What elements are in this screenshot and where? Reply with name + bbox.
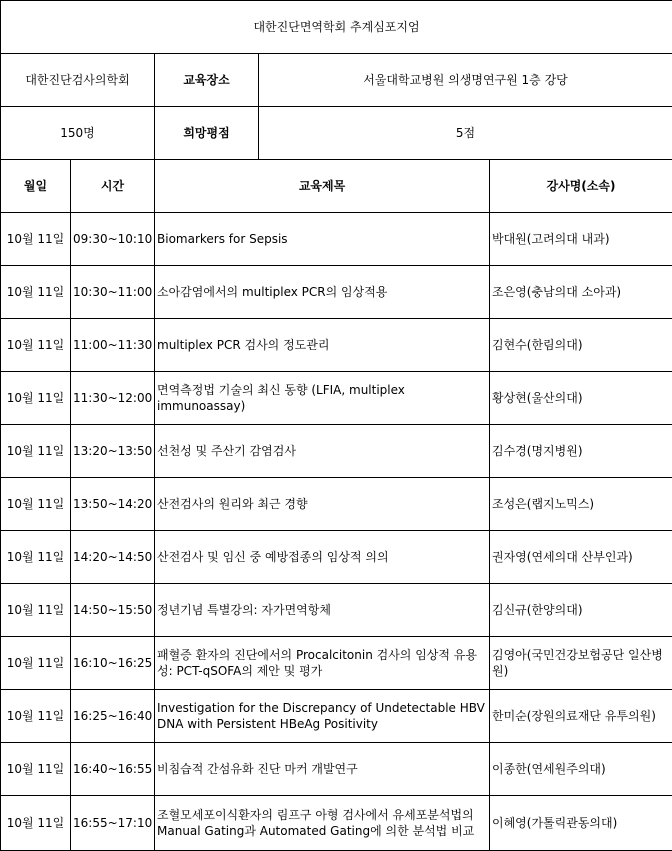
time-cell: 16:40~16:55 [71, 743, 155, 796]
time-cell: 13:20~13:50 [71, 425, 155, 478]
speaker-cell: 박대원(고려의대 내과) [490, 213, 672, 266]
header-speaker: 강사명(소속) [490, 160, 672, 213]
table-row [1, 637, 672, 690]
table-row [1, 743, 672, 796]
date-cell: 10월 11일 [1, 796, 71, 851]
time-cell: 10:30~11:00 [71, 266, 155, 319]
time-cell: 16:25~16:40 [71, 690, 155, 743]
page-title: 대한진단면역학회 추계심포지엄 [1, 1, 672, 54]
date-cell: 10월 11일 [1, 478, 71, 531]
table-row [1, 372, 672, 425]
speaker-cell: 김현수(한림의대) [490, 319, 672, 372]
subject-cell: 소아감염에서의 multiplex PCR의 임상적용 [155, 266, 490, 319]
speaker-cell: 김신규(한양의대) [490, 584, 672, 637]
date-cell: 10월 11일 [1, 372, 71, 425]
speaker-cell: 이혜영(가톨릭관동의대) [490, 796, 672, 851]
header-time: 시간 [71, 160, 155, 213]
speaker-cell: 황상현(울산의대) [490, 372, 672, 425]
date-cell: 10월 11일 [1, 637, 71, 690]
title-row [1, 1, 672, 54]
time-cell: 11:00~11:30 [71, 319, 155, 372]
subject-cell: 면역측정법 기술의 최신 동향 (LFIA, multiplex immunoassay) [155, 372, 490, 425]
time-cell: 16:10~16:25 [71, 637, 155, 690]
speaker-cell: 김수경(명지병원) [490, 425, 672, 478]
time-cell: 09:30~10:10 [71, 213, 155, 266]
subject-cell: 패혈증 환자의 진단에서의 Procalcitonin 검사의 임상적 유용성: PCT-qSOFA의 제안 및 평가 [155, 637, 490, 690]
organizer-cell: 대한진단검사의학회 [1, 54, 155, 107]
header-date: 월일 [1, 160, 71, 213]
subject-cell: 정년기념 특별강의: 자가면역항체 [155, 584, 490, 637]
capacity-cell: 150명 [1, 107, 155, 160]
subject-cell: Biomarkers for Sepsis [155, 213, 490, 266]
table-row [1, 266, 672, 319]
speaker-cell: 조은영(충남의대 소아과) [490, 266, 672, 319]
date-cell: 10월 11일 [1, 531, 71, 584]
location-value: 서울대학교병원 의생명연구원 1층 강당 [259, 54, 672, 107]
speaker-cell: 이종한(연세원주의대) [490, 743, 672, 796]
header-subject: 교육제목 [155, 160, 490, 213]
date-cell: 10월 11일 [1, 266, 71, 319]
credit-label: 희망평점 [155, 107, 259, 160]
subject-cell: 산전검사의 원리와 최근 경향 [155, 478, 490, 531]
date-cell: 10월 11일 [1, 319, 71, 372]
table-row [1, 690, 672, 743]
location-row [1, 54, 672, 107]
date-cell: 10월 11일 [1, 690, 71, 743]
speaker-cell: 한미순(장원의료재단 유투의원) [490, 690, 672, 743]
credit-value: 5점 [259, 107, 672, 160]
table-row [1, 796, 672, 851]
subject-cell: Investigation for the Discrepancy of Undetectable HBV DNA with Persistent HBeAg Positivity [155, 690, 490, 743]
subject-cell: 선천성 및 주산기 감염검사 [155, 425, 490, 478]
date-cell: 10월 11일 [1, 213, 71, 266]
header-row [1, 160, 672, 213]
speaker-cell: 권자영(연세의대 산부인과) [490, 531, 672, 584]
subject-cell: multiplex PCR 검사의 정도관리 [155, 319, 490, 372]
speaker-cell: 김영아(국민건강보험공단 일산병원) [490, 637, 672, 690]
date-cell: 10월 11일 [1, 425, 71, 478]
subject-cell: 산전검사 및 임신 중 예방접종의 임상적 의의 [155, 531, 490, 584]
table-row [1, 478, 672, 531]
time-cell: 14:50~15:50 [71, 584, 155, 637]
time-cell: 11:30~12:00 [71, 372, 155, 425]
speaker-cell: 조성은(랩지노믹스) [490, 478, 672, 531]
table-row [1, 425, 672, 478]
date-cell: 10월 11일 [1, 584, 71, 637]
location-label: 교육장소 [155, 54, 259, 107]
credit-row [1, 107, 672, 160]
table-row [1, 584, 672, 637]
time-cell: 16:55~17:10 [71, 796, 155, 851]
subject-cell: 조혈모세포이식환자의 림프구 아형 검사에서 유세포분석법의 Manual Gating과 Automated Gating에 의한 분석법 비교 [155, 796, 490, 851]
table-row [1, 213, 672, 266]
subject-cell: 비침습적 간섬유화 진단 마커 개발연구 [155, 743, 490, 796]
table-row [1, 531, 672, 584]
time-cell: 14:20~14:50 [71, 531, 155, 584]
time-cell: 13:50~14:20 [71, 478, 155, 531]
date-cell: 10월 11일 [1, 743, 71, 796]
table-row [1, 319, 672, 372]
